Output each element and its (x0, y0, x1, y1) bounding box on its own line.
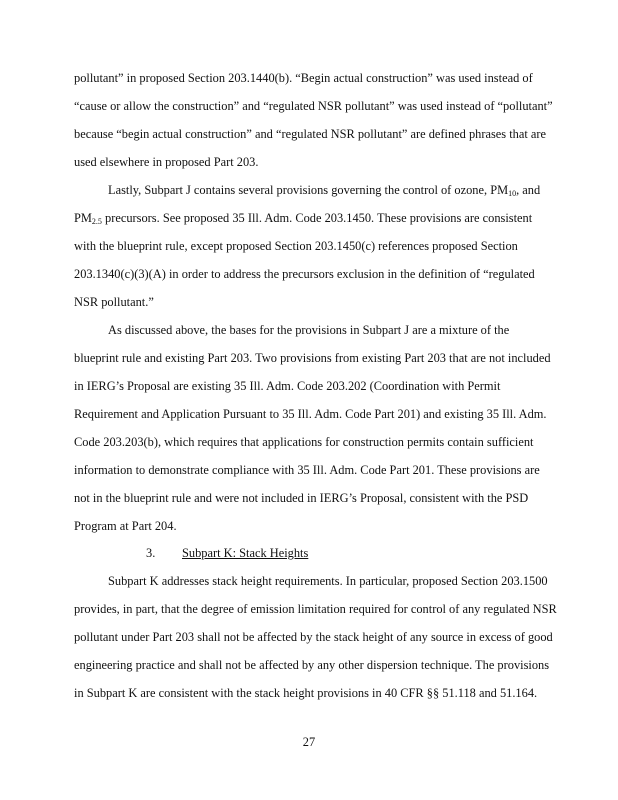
text-line: provides, in part, that the degree of emission limitation required for control of any regulated NSR (74, 602, 557, 616)
text-line: engineering practice and shall not be affected by any other dispersion technique. The provisions (74, 658, 550, 672)
text-line: Subpart K addresses stack height requirements. In particular, proposed Section 203.1500 (108, 574, 548, 588)
text-line: As discussed above, the bases for the provisions in Subpart J are a mixture of the (108, 323, 510, 337)
text-line: in IERG’s Proposal are existing 35 Ill. Adm. Code 203.202 (Coordination with Permit (74, 379, 501, 393)
text-line: used elsewhere in proposed Part 203. (74, 155, 259, 169)
text-line: NSR pollutant.” (74, 295, 154, 309)
text-line: pollutant under Part 203 shall not be affected by the stack height of any source in excess of good (74, 630, 553, 644)
text-line: Code 203.203(b), which requires that applications for construction permits contain sufficient (74, 435, 534, 449)
text-line: not in the blueprint rule and were not included in IERG’s Proposal, consistent with the PSD (74, 491, 529, 505)
text-line: in Subpart K are consistent with the stack height provisions in 40 CFR §§ 51.118 and 51.164. (74, 686, 538, 700)
text-line: because “begin actual construction” and “regulated NSR pollutant” are defined phrases that are (74, 127, 547, 141)
section-number: 3. (146, 546, 156, 560)
text-line: pollutant” in proposed Section 203.1440(b). “Begin actual construction” was used instead of (74, 71, 533, 85)
text-line: Lastly, Subpart J contains several provisions governing the control of ozone, $PM_{10}$, and (108, 183, 541, 198)
text-line: 203.1340(c)(3)(A) in order to address the precursors exclusion in the definition of “regulated (74, 267, 535, 281)
text-line: information to demonstrate compliance with 35 Ill. Adm. Code Part 201. These provisions are (74, 463, 540, 477)
text-line: blueprint rule and existing Part 203. Two provisions from existing Part 203 that are not included (74, 351, 551, 365)
text-line: $PM_{2.5}$ precursors. See proposed 35 Ill. Adm. Code 203.1450. These provisions are consistent (74, 211, 533, 226)
text-line: Requirement and Application Pursuant to 35 Ill. Adm. Code Part 201) and existing 35 Ill. Adm. (74, 407, 547, 421)
text-line: “cause or allow the construction” and “regulated NSR pollutant” was used instead of “pollutant” (74, 99, 553, 113)
text-line: Program at Part 204. (74, 519, 177, 533)
section-heading: Subpart K: Stack Heights (182, 546, 309, 560)
text-line: with the blueprint rule, except proposed Section 203.1450(c) references proposed Section (74, 239, 518, 253)
page-number: 27 (302, 735, 316, 749)
